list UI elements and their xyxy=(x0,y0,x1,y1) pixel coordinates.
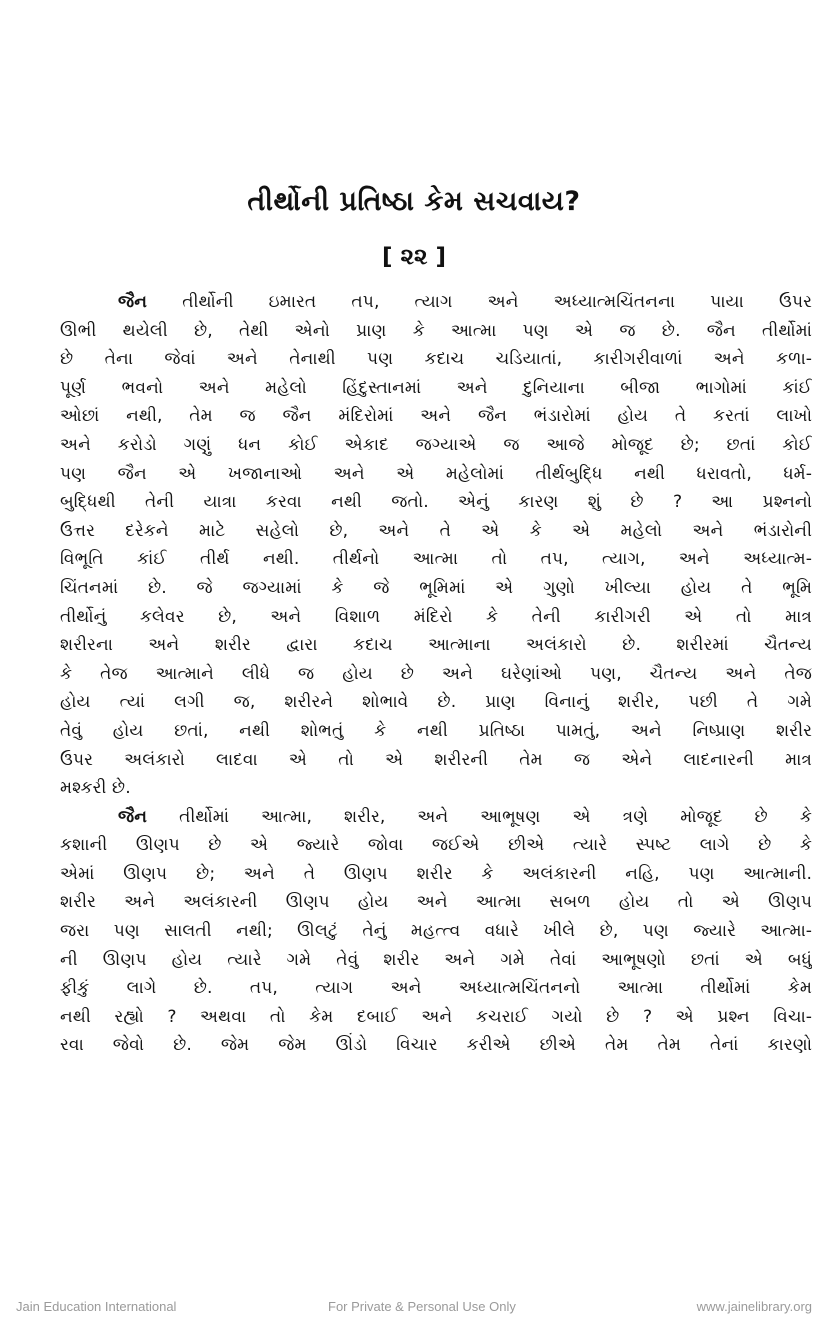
paragraph-2-line: જરા પણ સાલતી નથી; ઊલટું તેનું મહત્ત્વ વધારે ખીલે છે, પણ જ્યારે આત્મા- xyxy=(60,921,812,942)
paragraph-2-line: ની ઊણપ હોય ત્યારે ગમે તેવું શરીર અને ગમે તેવાં આભૂષણો છતાં એ બધું xyxy=(60,949,812,970)
paragraph-1-line: તીર્થોનું કલેવર છે, અને વિશાળ મંદિરો કે તેની કારીગરી એ તો માત્ર xyxy=(60,606,812,627)
paragraph-1-line: ઓછાં નથી, તેમ જ જૈન મંદિરોમાં અને જૈન ભંડારોમાં હોય તે કરતાં લાખો xyxy=(60,406,812,427)
paragraph-2-line: શરીર અને અલંકારની ઊણપ હોય અને આત્મા સબળ હોય તો એ ઊણપ xyxy=(60,892,812,913)
paragraph-1-line: શરીરના અને શરીર દ્વારા કદાચ આત્માના અલંકારો છે. શરીરમાં ચૈતન્ય xyxy=(60,635,812,656)
paragraph-lead-word: જૈન xyxy=(118,292,148,312)
paragraph-2-line: નથી રહ્યો ? અથવા તો કેમ દબાઈ અને કચરાઈ ગયો છે ? એ પ્રશ્ન વિચા- xyxy=(60,1006,812,1027)
paragraph-1-line-1: જૈન તીર્થોની ઇમારત તપ, ત્યાગ અને અધ્યાત્મચિંતનના પાયા ઉપર xyxy=(118,292,812,312)
footer-usage-notice: For Private & Personal Use Only xyxy=(328,1299,516,1314)
paragraph-1-line: પૂર્ણ ભવનો અને મહેલો હિંદુસ્તાનમાં અને દુનિયાના બીજા ભાગોમાં કાંઈ xyxy=(60,377,812,398)
paragraph-2-line: રવા જેવો છે. જેમ જેમ ઊંડો વિચાર કરીએ છીએ તેમ તેમ તેનાં કારણો xyxy=(60,1035,812,1056)
paragraph-lead-word: જૈન xyxy=(118,806,148,827)
paragraph-1-line: પણ જૈન એ ખજાનાઓ અને એ મહેલોમાં તીર્થબુદ્ધિ નથી ધરાવતો, ધર્મ- xyxy=(60,463,812,484)
paragraph-1-line: વિભૂતિ કાંઈ તીર્થ નથી. તીર્થનો આત્મા તો તપ, ત્યાગ, અને અધ્યાત્મ- xyxy=(60,549,812,570)
footer-publisher: Jain Education International xyxy=(16,1299,177,1314)
paragraph-1-line: કે તેજ આત્માને લીધે જ હોય છે અને ઘરેણાંઓ પણ, ચૈતન્ય અને તેજ xyxy=(60,663,812,684)
paragraph-1-line: ઊભી થયેલી છે, તેથી એનો પ્રાણ કે આત્મા પણ એ જ છે. જૈન તીર્થોમાં xyxy=(60,320,812,341)
paragraph-2-line: એમાં ઊણપ છે; અને તે ઊણપ શરીર કે અલંકારની નહિ, પણ આત્માની. xyxy=(60,863,812,884)
body-text xyxy=(60,288,812,1060)
paragraph-1-line: છે તેના જેવાં અને તેનાથી પણ કદાચ ચડિયાતાં, કારીગરીવાળાં અને કળા- xyxy=(60,349,812,370)
paragraph-1-line: ઉપર અલંકારો લાદવા એ તો એ શરીરની તેમ જ એને લાદનારની માત્ર xyxy=(60,749,812,770)
paragraph-1-line: તેવું હોય છતાં, નથી શોભતું કે નથી પ્રતિષ્ઠા પામતું, અને નિષ્પ્રાણ શરીર xyxy=(60,720,812,741)
paragraph-1-line: હોય ત્યાં લગી જ, શરીરને શોભાવે છે. પ્રાણ વિનાનું શરીર, પછી તે ગમે xyxy=(60,692,812,713)
chapter-number: [ ૨૨ ] xyxy=(381,244,447,270)
paragraph-2-line-1: જૈન તીર્થોમાં આત્મા, શરીર, અને આભૂષણ એ ત્રણે મોજૂદ છે કે xyxy=(118,806,812,827)
footer-website-link[interactable]: www.jainelibrary.org xyxy=(696,1299,812,1314)
paragraph-2-line: કશાની ઊણપ છે એ જ્યારે જોવા જઈએ છીએ ત્યારે સ્પષ્ટ લાગે છે કે xyxy=(60,835,812,856)
page-title: તીર્થોની પ્રતિષ્ઠા કેમ સચવાય? xyxy=(247,186,581,217)
paragraph-2-line: ફીકું લાગે છે. તપ, ત્યાગ અને અધ્યાત્મચિંતનનો આત્મા તીર્થોમાં કેમ xyxy=(60,978,812,999)
paragraph-1-last-line: મશ્કરી છે. xyxy=(60,778,131,799)
paragraph-1-line: અને કરોડો ગણું ધન કોઈ એકાદ જગ્યાએ જ આજે મોજૂદ છે; છતાં કોઈ xyxy=(60,434,812,455)
paragraph-1-line: ચિંતનમાં છે. જે જગ્યામાં કે જે ભૂમિમાં એ ગુણો ખીલ્યા હોય તે ભૂમિ xyxy=(60,577,812,598)
page-footer xyxy=(0,1299,828,1319)
paragraph-1-line: ઉત્તર દરેકને માટે સહેલો છે, અને તે એ કે એ મહેલો અને ભંડારોની xyxy=(60,520,812,541)
paragraph-1-line: બુદ્ધિથી તેની યાત્રા કરવા નથી જતો. એનું કારણ શું છે ? આ પ્રશ્નનો xyxy=(60,492,812,513)
